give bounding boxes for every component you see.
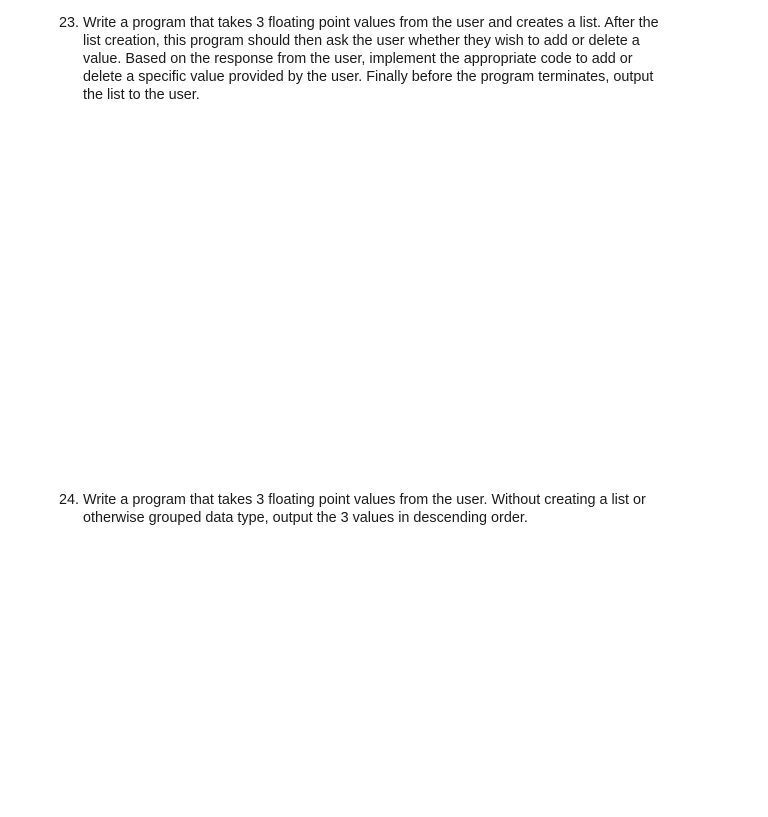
- question-23: [59, 14, 699, 104]
- question-text: [83, 14, 699, 104]
- question-line: value. Based on the response from the user, implement the appropriate code to add or: [83, 51, 633, 67]
- question-line: Write a program that takes 3 floating point values from the user and creates a list. After the: [83, 15, 659, 31]
- question-number: 24.: [59, 492, 80, 508]
- question-24: [59, 491, 699, 527]
- question-text: [83, 491, 699, 527]
- question-line: Write a program that takes 3 floating point values from the user. Without creating a list or: [83, 492, 646, 508]
- question-line: otherwise grouped data type, output the 3 values in descending order.: [83, 510, 528, 526]
- question-number: 23.: [59, 15, 80, 31]
- question-line: list creation, this program should then ask the user whether they wish to add or delete a: [83, 33, 640, 49]
- question-line: delete a specific value provided by the user. Finally before the program terminates, output: [83, 69, 654, 85]
- question-line: the list to the user.: [83, 87, 200, 103]
